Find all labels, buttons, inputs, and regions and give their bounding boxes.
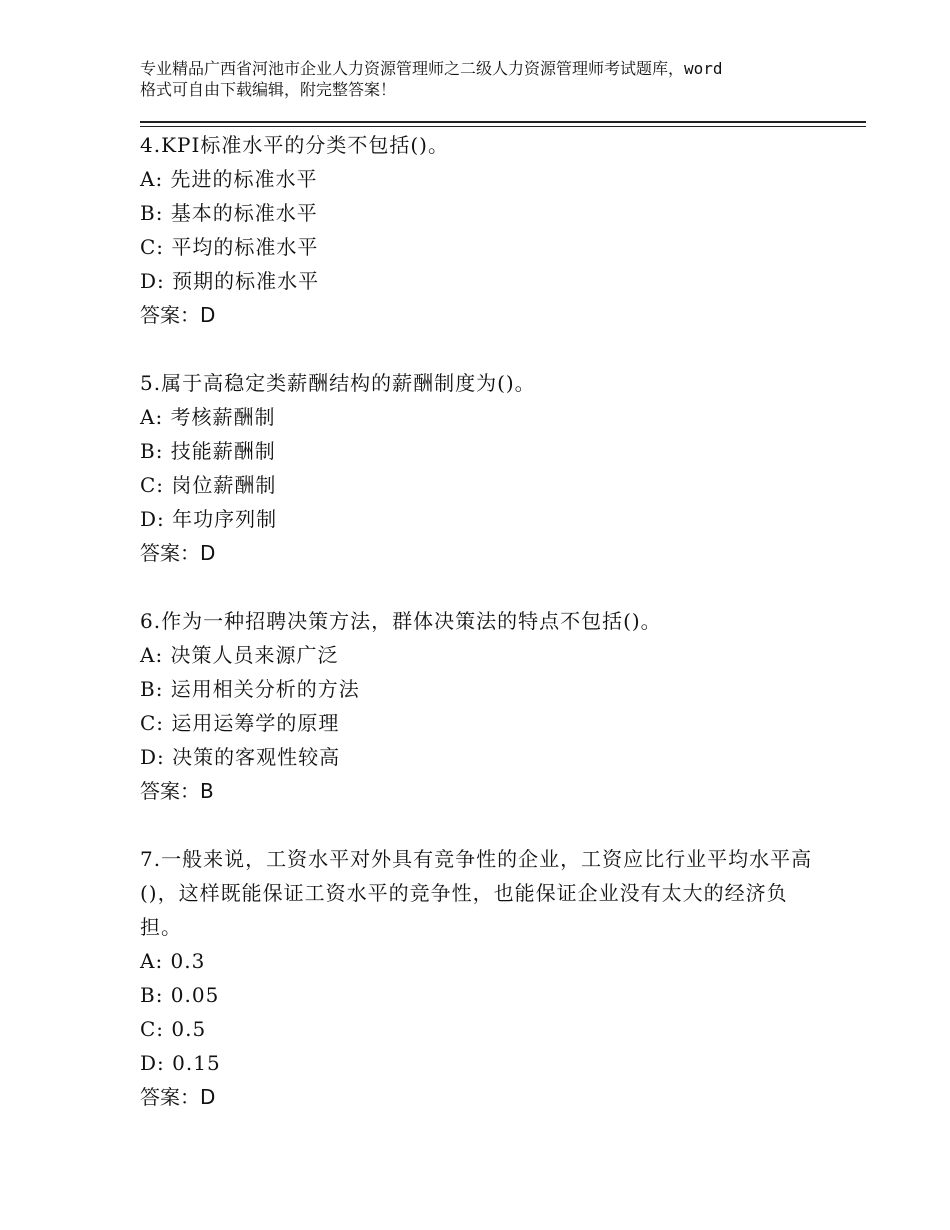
option-a: A: 先进的标准水平 xyxy=(140,167,318,191)
option-d: D: 0.15 xyxy=(140,1051,221,1075)
option-b: B: 技能薪酬制 xyxy=(140,439,276,463)
option-a: A: 决策人员来源广泛 xyxy=(140,643,339,667)
answer: 答案：B xyxy=(140,779,214,803)
question-stem: 7.一般来说，工资水平对外具有竞争性的企业，工资应比行业平均水平高()，这样既能保证工资水平的竞争性，也能保证企业没有太大的经济负担。 xyxy=(140,847,813,939)
header-line-2: 格式可自由下载编辑，附完整答案！ xyxy=(140,80,397,99)
header-line-1: 专业精品广西省河池市企业人力资源管理师之二级人力资源管理师考试题库，word xyxy=(140,59,723,78)
option-c: C: 岗位薪酬制 xyxy=(140,473,277,497)
option-d: D: 年功序列制 xyxy=(140,507,278,531)
question-5 xyxy=(140,366,820,570)
option-b: B: 0.05 xyxy=(140,983,220,1007)
header-rule-thick xyxy=(140,121,866,123)
option-a: A: 0.3 xyxy=(140,949,206,973)
question-stem: 4.KPI标准水平的分类不包括()。 xyxy=(140,133,449,157)
answer: 答案：D xyxy=(140,1085,216,1109)
option-d: D: 预期的标准水平 xyxy=(140,269,320,293)
spacer xyxy=(140,808,820,842)
answer: 答案：D xyxy=(140,303,216,327)
answer: 答案：D xyxy=(140,541,216,565)
option-b: B: 运用相关分析的方法 xyxy=(140,677,360,701)
question-6 xyxy=(140,604,820,808)
option-c: C: 平均的标准水平 xyxy=(140,235,319,259)
question-stem: 5.属于高稳定类薪酬结构的薪酬制度为()。 xyxy=(140,371,536,395)
option-a: A: 考核薪酬制 xyxy=(140,405,276,429)
question-stem: 6.作为一种招聘决策方法，群体决策法的特点不包括()。 xyxy=(140,609,662,633)
question-4 xyxy=(140,128,820,332)
header-rule-thin xyxy=(140,126,866,127)
option-c: C: 0.5 xyxy=(140,1017,207,1041)
question-7 xyxy=(140,842,820,1114)
spacer xyxy=(140,332,820,366)
option-b: B: 基本的标准水平 xyxy=(140,201,318,225)
question-list xyxy=(140,128,820,1114)
spacer xyxy=(140,570,820,604)
option-d: D: 决策的客观性较高 xyxy=(140,745,341,769)
document-header xyxy=(140,58,830,100)
option-c: C: 运用运筹学的原理 xyxy=(140,711,340,735)
